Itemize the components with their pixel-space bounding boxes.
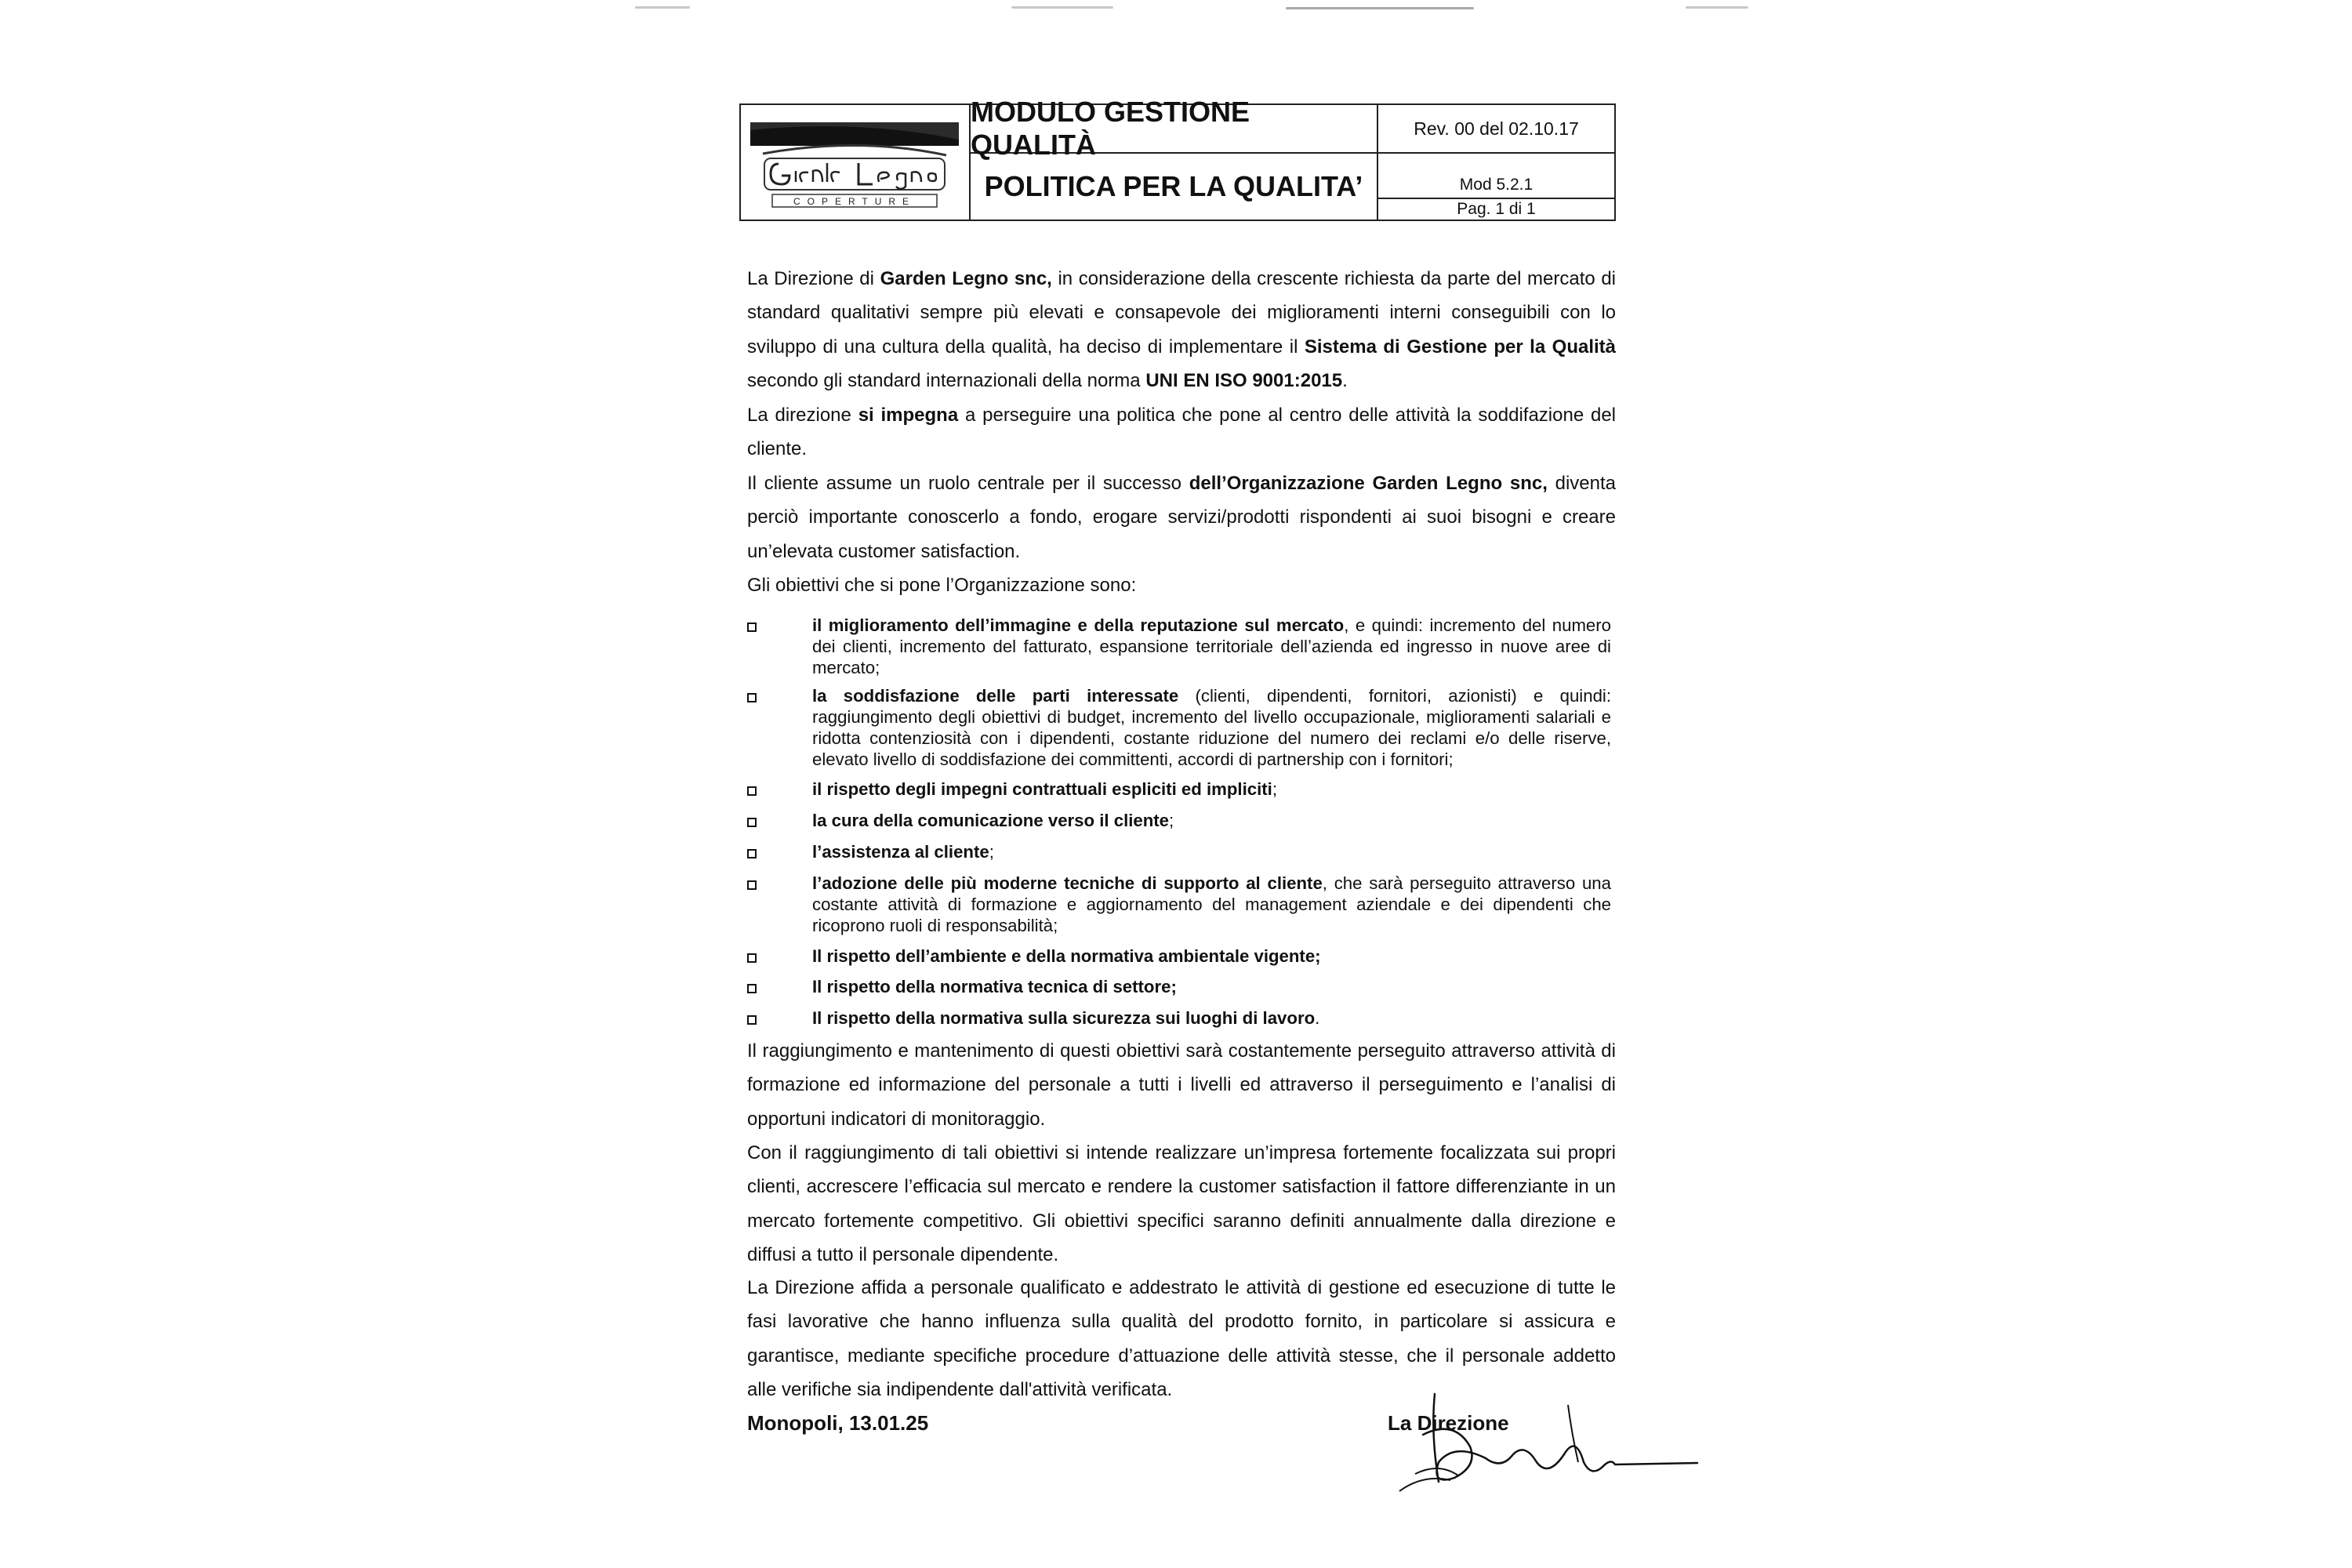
checkbox-bullet-icon bbox=[747, 818, 757, 827]
objective-text: Il rispetto dell’ambiente e della normativa ambientale vigente; bbox=[812, 946, 1321, 966]
module-code: Mod 5.2.1 bbox=[1378, 154, 1614, 199]
objective-text: il miglioramento dell’immagine e della reputazione sul mercato, e quindi: incremento del numero dei clienti, incremento del fatturato, espansione territoriale dell’azienda ed ingresso in nuove aree di mercato; bbox=[812, 615, 1612, 677]
checkbox-bullet-icon bbox=[747, 622, 757, 632]
objective-text: la soddisfazione delle parti interessate (clienti, dipendenti, fornitori, azionisti) e quindi: raggiungimento degli obiettivi di budget, incremento del livello occupazionale, miglioramenti salariali e ridotta contenziosità con i dipendenti, costante riduzione del numero dei reclami e/o delle riserve, elevato livello di soddisfazione dei committenti, accordi di partnership con i fornitori; bbox=[812, 686, 1612, 769]
objective-text: l’adozione delle più moderne tecniche di supporto al cliente, che sarà perseguito attraverso una costante attività di formazione e aggiornamento del management aziendale e dei dipendenti che ricoprono ruoli di responsabilità; bbox=[812, 873, 1611, 935]
module-title: MODULO GESTIONE QUALITÀ bbox=[971, 105, 1378, 154]
document-header bbox=[739, 96, 1616, 221]
checkbox-bullet-icon bbox=[747, 1015, 757, 1025]
objective-text: la cura della comunicazione verso il cliente; bbox=[812, 811, 1174, 830]
checkbox-bullet-icon bbox=[747, 953, 757, 963]
objectives-intro: Gli obiettivi che si pone l’Organizzazione sono: bbox=[747, 575, 1137, 596]
checkbox-bullet-icon bbox=[747, 880, 757, 890]
intro-paragraph-1: La Direzione di Garden Legno snc, in considerazione della crescente richiesta da parte del mercato di standard qualitativi sempre più elevati e consapevole dei miglioramenti interni conseguibili con lo sviluppo di una cultura della qualità, ha deciso di implementare il Sistema di Gestione per la Qualità secondo gli standard internazionali della norma UNI EN ISO 9001:2015. bbox=[747, 268, 1616, 392]
scan-artifact bbox=[1286, 7, 1474, 9]
closing-paragraph-2: Con il raggiungimento di tali obiettivi si intende realizzare un’impresa fortemente focalizzata sui propri clienti, accrescere l’efficacia sul mercato e rendere la customer satisfaction il fattore differenziante in un mercato fortemente competitivo. Gli obiettivi specifici saranno definiti annualmente dalla direzione e diffusi a tutto il personale dipendente. bbox=[747, 1142, 1616, 1266]
logo-tagline: COPERTURE bbox=[793, 196, 916, 207]
checkbox-bullet-icon bbox=[747, 984, 757, 993]
checkbox-bullet-icon bbox=[747, 693, 757, 702]
intro-paragraph-3: Il cliente assume un ruolo centrale per il successo dell’Organizzazione Garden Legno snc, diventa perciò importante conoscerlo a fondo, erogare servizi/prodotti rispondenti ai suoi bisogni e creare un’elevata customer satisfaction. bbox=[747, 473, 1617, 562]
objective-text: il rispetto degli impegni contrattuali espliciti ed impliciti; bbox=[812, 779, 1277, 799]
objective-text: Il rispetto della normativa sulla sicurezza sui luoghi di lavoro. bbox=[812, 1008, 1320, 1028]
scan-artifact bbox=[1011, 6, 1113, 9]
objective-text: Il rispetto della normativa tecnica di settore; bbox=[812, 977, 1177, 996]
closing-paragraph-3: La Direzione affida a personale qualificato e addestrato le attività di gestione ed esecuzione di tutte le fasi lavorative che hanno influenza sulla qualità del prodotto fornito, in particolare si assicura e garantisce, mediante specifiche procedure d’attuazione delle attività stesse, che il personale addetto alle verifiche sia indipendente dall'attività verificata. bbox=[747, 1277, 1616, 1401]
signatory-label: La Direzione bbox=[1388, 1411, 1509, 1435]
closing-paragraph-1: Il raggiungimento e mantenimento di questi obiettivi sarà costantemente perseguito attraverso attività di formazione ed informazione del personale a tutti i livelli ed attraverso il perseguimento e l’analisi di opportuni indicatori di monitoraggio. bbox=[747, 1040, 1616, 1130]
page-number: Pag. 1 di 1 bbox=[1457, 200, 1536, 218]
objective-text: l’assistenza al cliente; bbox=[812, 842, 994, 862]
checkbox-bullet-icon bbox=[747, 786, 757, 796]
revision-info: Rev. 00 del 02.10.17 bbox=[1378, 105, 1614, 154]
place-and-date: Monopoli, 13.01.25 bbox=[747, 1411, 929, 1435]
garden-legno-logo-icon bbox=[741, 105, 967, 220]
scan-artifact bbox=[635, 6, 690, 9]
scan-artifact bbox=[1686, 6, 1748, 9]
checkbox-bullet-icon bbox=[747, 849, 757, 858]
document-title: POLITICA PER LA QUALITA’ bbox=[971, 154, 1378, 220]
company-logo bbox=[741, 105, 971, 220]
intro-paragraph-2: La direzione si impegna a perseguire una politica che pone al centro delle attività la soddifazione del cliente. bbox=[747, 405, 1616, 460]
handwritten-signature bbox=[1376, 1388, 1705, 1497]
